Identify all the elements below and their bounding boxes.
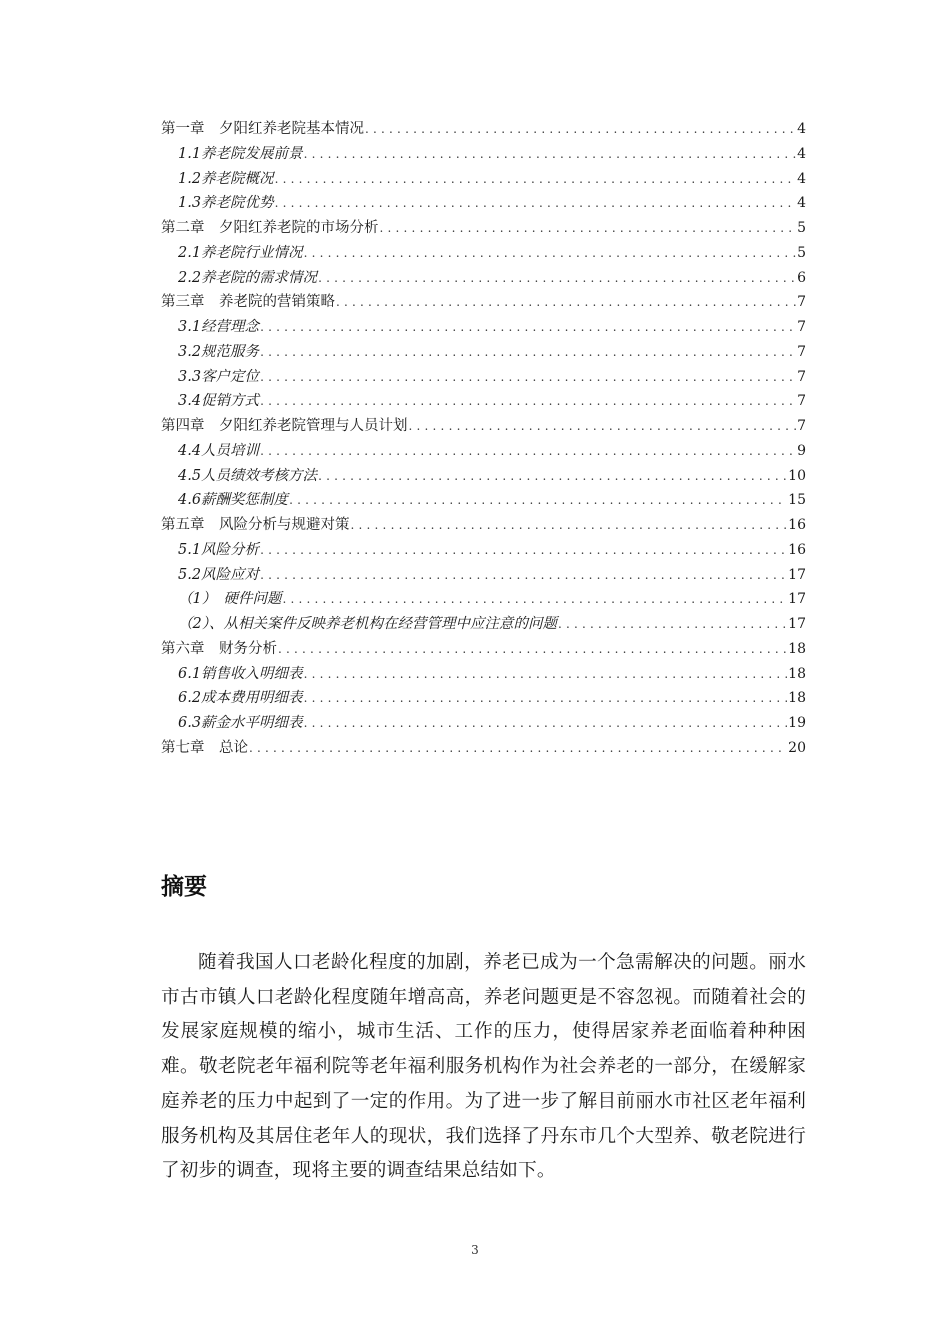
toc-leader-dots: [318, 464, 787, 489]
toc-entry-page: 4: [797, 195, 806, 212]
toc-entry-page: 16: [788, 517, 806, 533]
toc-entry-title: 4.4人员培训: [178, 442, 260, 459]
toc-entry-page: 20: [788, 739, 806, 756]
toc-leader-dots: [260, 439, 796, 464]
toc-entry[interactable]: [161, 290, 806, 315]
toc-entry-page: 7: [797, 393, 806, 410]
toc-entry[interactable]: [161, 488, 806, 513]
toc-leader-dots: [260, 340, 796, 365]
toc-leader-dots: [260, 365, 796, 390]
toc-leader-dots: [282, 587, 787, 612]
toc-entry-title: 1.3养老院优势: [178, 195, 274, 212]
toc-entry-page: 19: [788, 715, 806, 731]
toc-entry[interactable]: [161, 711, 806, 736]
toc-entry-page: 6: [797, 269, 806, 286]
toc-leader-dots: [249, 736, 787, 761]
toc-entry-title: 第四章 夕阳红养老院管理与人员计划: [161, 418, 408, 434]
toc-entry-page: 18: [788, 665, 806, 682]
toc-leader-dots: [409, 414, 797, 439]
abstract-heading: 摘要: [161, 874, 207, 900]
toc-leader-dots: [558, 612, 787, 637]
toc-entry-page: 7: [797, 418, 806, 434]
toc-entry-title: 1.2养老院概况: [178, 170, 274, 187]
toc-entry-page: 5: [797, 244, 806, 261]
toc-leader-dots: [304, 142, 797, 167]
toc-entry[interactable]: [161, 439, 806, 464]
toc-leader-dots: [304, 662, 788, 687]
toc-entry[interactable]: [161, 266, 806, 291]
toc-entry-page: 16: [788, 541, 806, 558]
toc-entry-page: 17: [788, 616, 806, 632]
toc-entry[interactable]: [161, 365, 806, 390]
page-number: 3: [471, 1243, 479, 1257]
toc-entry-page: 18: [788, 690, 806, 707]
toc-entry[interactable]: [161, 612, 806, 637]
toc-entry-title: 5.1风险分析: [178, 541, 260, 558]
toc-entry-title: 第一章 夕阳红养老院基本情况: [161, 121, 364, 137]
toc-entry-title: （2）、从相关案件反映养老机构在经营管理中应注意的问题: [178, 616, 557, 632]
toc-entry-title: 3.4促销方式: [178, 393, 260, 410]
abstract-body: 随着我国人口老龄化程度的加剧，养老已成为一个急需解决的问题。丽水市古市镇人口老龄化程度随年增高高，养老问题更是不容忽视。而随着社会的发展家庭规模的缩小，城市生活、工作的压力，使得居家养老面临着种种困难。敬老院老年福利院等老年福利服务机构作为社会养老的一部分，在缓解家庭养老的压力中起到了一定的作用。为了进一步了解目前丽水市社区老年福利服务机构及其居住老年人的现状，我们选择了丹东市几个大型养、敬老院进行了初步的调查，现将主要的调查结果总结如下。: [161, 952, 806, 1182]
toc-entry[interactable]: [161, 464, 806, 489]
toc-entry-title: 2.1养老院行业情况: [178, 244, 303, 261]
toc-leader-dots: [304, 711, 788, 736]
table-of-contents: [161, 117, 806, 761]
toc-entry-page: 7: [797, 343, 806, 360]
toc-leader-dots: [260, 563, 787, 588]
toc-entry-page: 7: [797, 294, 806, 311]
toc-entry-page: 7: [797, 319, 806, 335]
toc-entry-title: 6.1销售收入明细表: [178, 665, 303, 682]
toc-entry-title: 3.2规范服务: [178, 343, 260, 360]
toc-entry-title: 6.3薪金水平明细表: [178, 715, 303, 731]
toc-entry[interactable]: [161, 315, 806, 340]
toc-entry-title: （1） 硬件问题: [178, 591, 282, 608]
toc-entry-page: 4: [797, 121, 806, 137]
toc-entry-title: 6.2成本费用明细表: [178, 690, 303, 707]
toc-entry-page: 5: [797, 220, 806, 236]
toc-entry[interactable]: [161, 167, 806, 192]
toc-entry[interactable]: [161, 340, 806, 365]
toc-entry[interactable]: [161, 117, 806, 142]
toc-leader-dots: [275, 167, 797, 192]
toc-entry-title: 4.5人员绩效考核方法: [178, 467, 318, 484]
toc-entry-title: 4.6薪酬奖惩制度: [178, 492, 289, 509]
toc-entry-title: 第七章 总论: [161, 739, 248, 756]
toc-leader-dots: [260, 315, 796, 340]
toc-leader-dots: [351, 513, 788, 538]
toc-entry-page: 17: [788, 566, 806, 583]
toc-entry[interactable]: [161, 389, 806, 414]
toc-entry[interactable]: [161, 538, 806, 563]
toc-entry-title: 第三章 养老院的营销策略: [161, 294, 335, 311]
toc-leader-dots: [380, 216, 797, 241]
toc-entry[interactable]: [161, 216, 806, 241]
toc-leader-dots: [318, 266, 796, 291]
toc-entry[interactable]: [161, 191, 806, 216]
toc-entry[interactable]: [161, 513, 806, 538]
toc-leader-dots: [304, 241, 797, 266]
toc-entry[interactable]: [161, 686, 806, 711]
toc-entry-page: 7: [797, 368, 806, 385]
toc-leader-dots: [304, 686, 788, 711]
toc-entry-title: 3.1经营理念: [178, 319, 260, 335]
toc-entry-page: 4: [797, 170, 806, 187]
toc-entry-title: 第六章 财务分析: [161, 640, 277, 657]
toc-entry-title: 1.1养老院发展前景: [178, 145, 303, 162]
toc-entry-title: 第二章 夕阳红养老院的市场分析: [161, 220, 379, 236]
toc-entry-title: 5.2风险应对: [178, 566, 260, 583]
toc-entry[interactable]: [161, 414, 806, 439]
toc-entry-title: 3.3客户定位: [178, 368, 260, 385]
toc-leader-dots: [289, 488, 787, 513]
toc-leader-dots: [260, 538, 787, 563]
toc-leader-dots: [278, 637, 787, 662]
toc-entry-page: 18: [788, 640, 806, 657]
toc-entry[interactable]: [161, 563, 806, 588]
toc-entry[interactable]: [161, 587, 806, 612]
toc-entry-page: 17: [788, 591, 806, 608]
toc-entry-title: 2.2养老院的需求情况: [178, 269, 318, 286]
toc-entry-page: 10: [788, 467, 806, 484]
toc-leader-dots: [275, 191, 797, 216]
toc-entry[interactable]: [161, 241, 806, 266]
toc-leader-dots: [336, 290, 796, 315]
toc-entry-page: 4: [797, 145, 806, 162]
toc-entry-title: 第五章 风险分析与规避对策: [161, 517, 350, 533]
toc-entry-page: 15: [788, 492, 806, 509]
toc-entry[interactable]: [161, 637, 806, 662]
toc-leader-dots: [365, 117, 796, 142]
toc-entry[interactable]: [161, 142, 806, 167]
toc-leader-dots: [260, 389, 796, 414]
toc-entry[interactable]: [161, 736, 806, 761]
toc-entry-page: 9: [797, 442, 806, 459]
toc-entry[interactable]: [161, 662, 806, 687]
